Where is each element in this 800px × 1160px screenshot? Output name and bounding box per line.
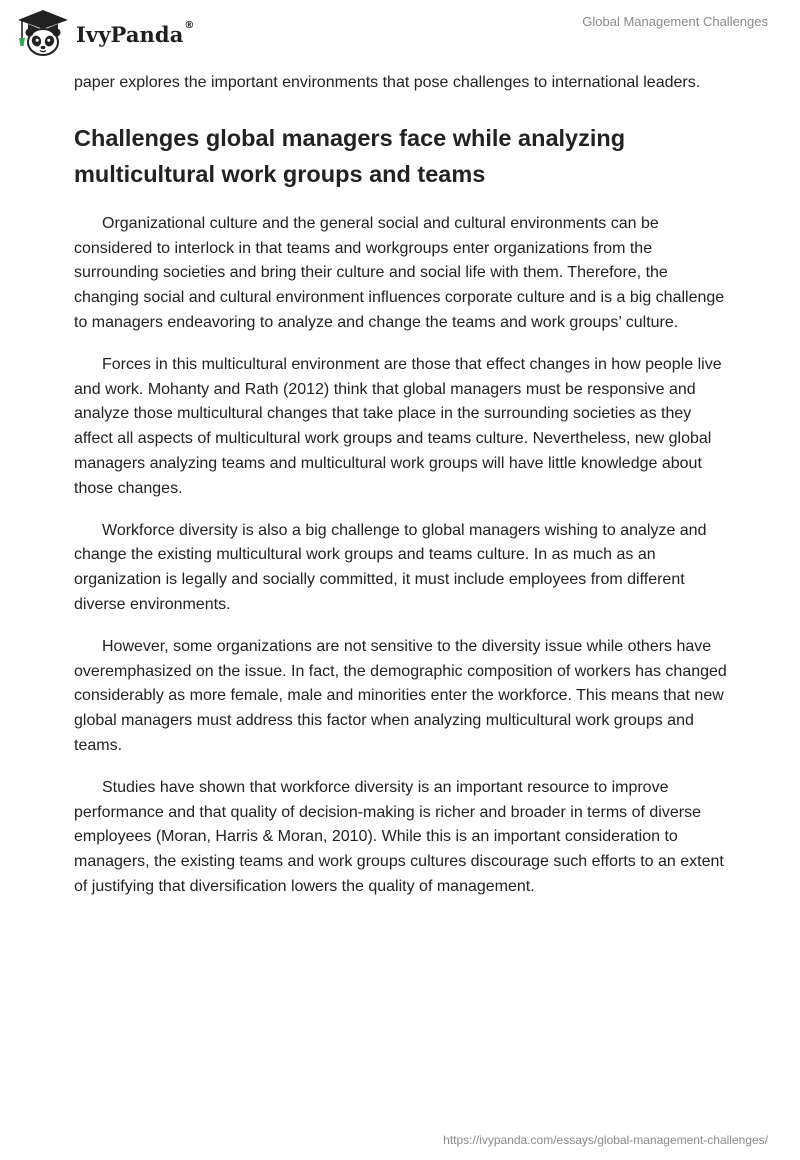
body-paragraph: Workforce diversity is also a big challenge to global managers wishing to analyze and change the existing multicultural work groups and teams culture. In as much as an organization is legally and socially committed, it must include employees from different diverse environments. <box>74 521 707 613</box>
ivypanda-logo[interactable] <box>14 8 195 58</box>
body-paragraph: Organizational culture and the general social and cultural environments can be considered to interlock in that teams and workgroups enter organizations from the surrounding societies and bring their culture and social life with them. Therefore, the changing social and cultural environment influences corporate culture and is a big challenge to managers endeavoring to analyze and change the teams and work groups’ culture. <box>74 214 725 331</box>
page-header <box>0 0 800 70</box>
logo-wordmark <box>76 19 195 47</box>
panda-graduate-icon <box>14 8 72 58</box>
section-heading: Challenges global managers face while analyzing multicultural work groups and teams <box>74 124 626 187</box>
essay-body <box>74 71 734 917</box>
intro-paragraph: paper explores the important environments that pose challenges to international leaders. <box>74 74 701 91</box>
logo-name: IvyPanda <box>76 21 184 47</box>
document-title: Global Management Challenges <box>582 14 768 29</box>
body-paragraph: Studies have shown that workforce diversity is an important resource to improve performance and that quality of decision-making is richer and broader in terms of diverse employees (Moran, Harris & Moran, 2010). While this is an important consideration to managers, the existing teams and work groups cultures discourage such efforts to an extent of justifying that diversification lowers the quality of management. <box>74 778 724 895</box>
body-paragraph: Forces in this multicultural environment are those that effect changes in how people live and work. Mohanty and Rath (2012) think that global managers must be responsive and analyze those multicultural changes that take place in the surrounding societies as they affect all aspects of multicultural work groups and teams culture. Nevertheless, new global managers analyzing teams and multicultural work groups will have little knowledge about those changes. <box>74 355 722 497</box>
registered-mark: ® <box>184 19 195 31</box>
body-paragraph: However, some organizations are not sensitive to the diversity issue while others have overemphasized on the issue. In fact, the demographic composition of workers has changed considerably as more female, male and minorities enter the workforce. This means that new global managers must address this factor when analyzing multicultural work groups and teams. <box>74 637 727 754</box>
source-url[interactable]: https://ivypanda.com/essays/global-management-challenges/ <box>443 1133 768 1147</box>
